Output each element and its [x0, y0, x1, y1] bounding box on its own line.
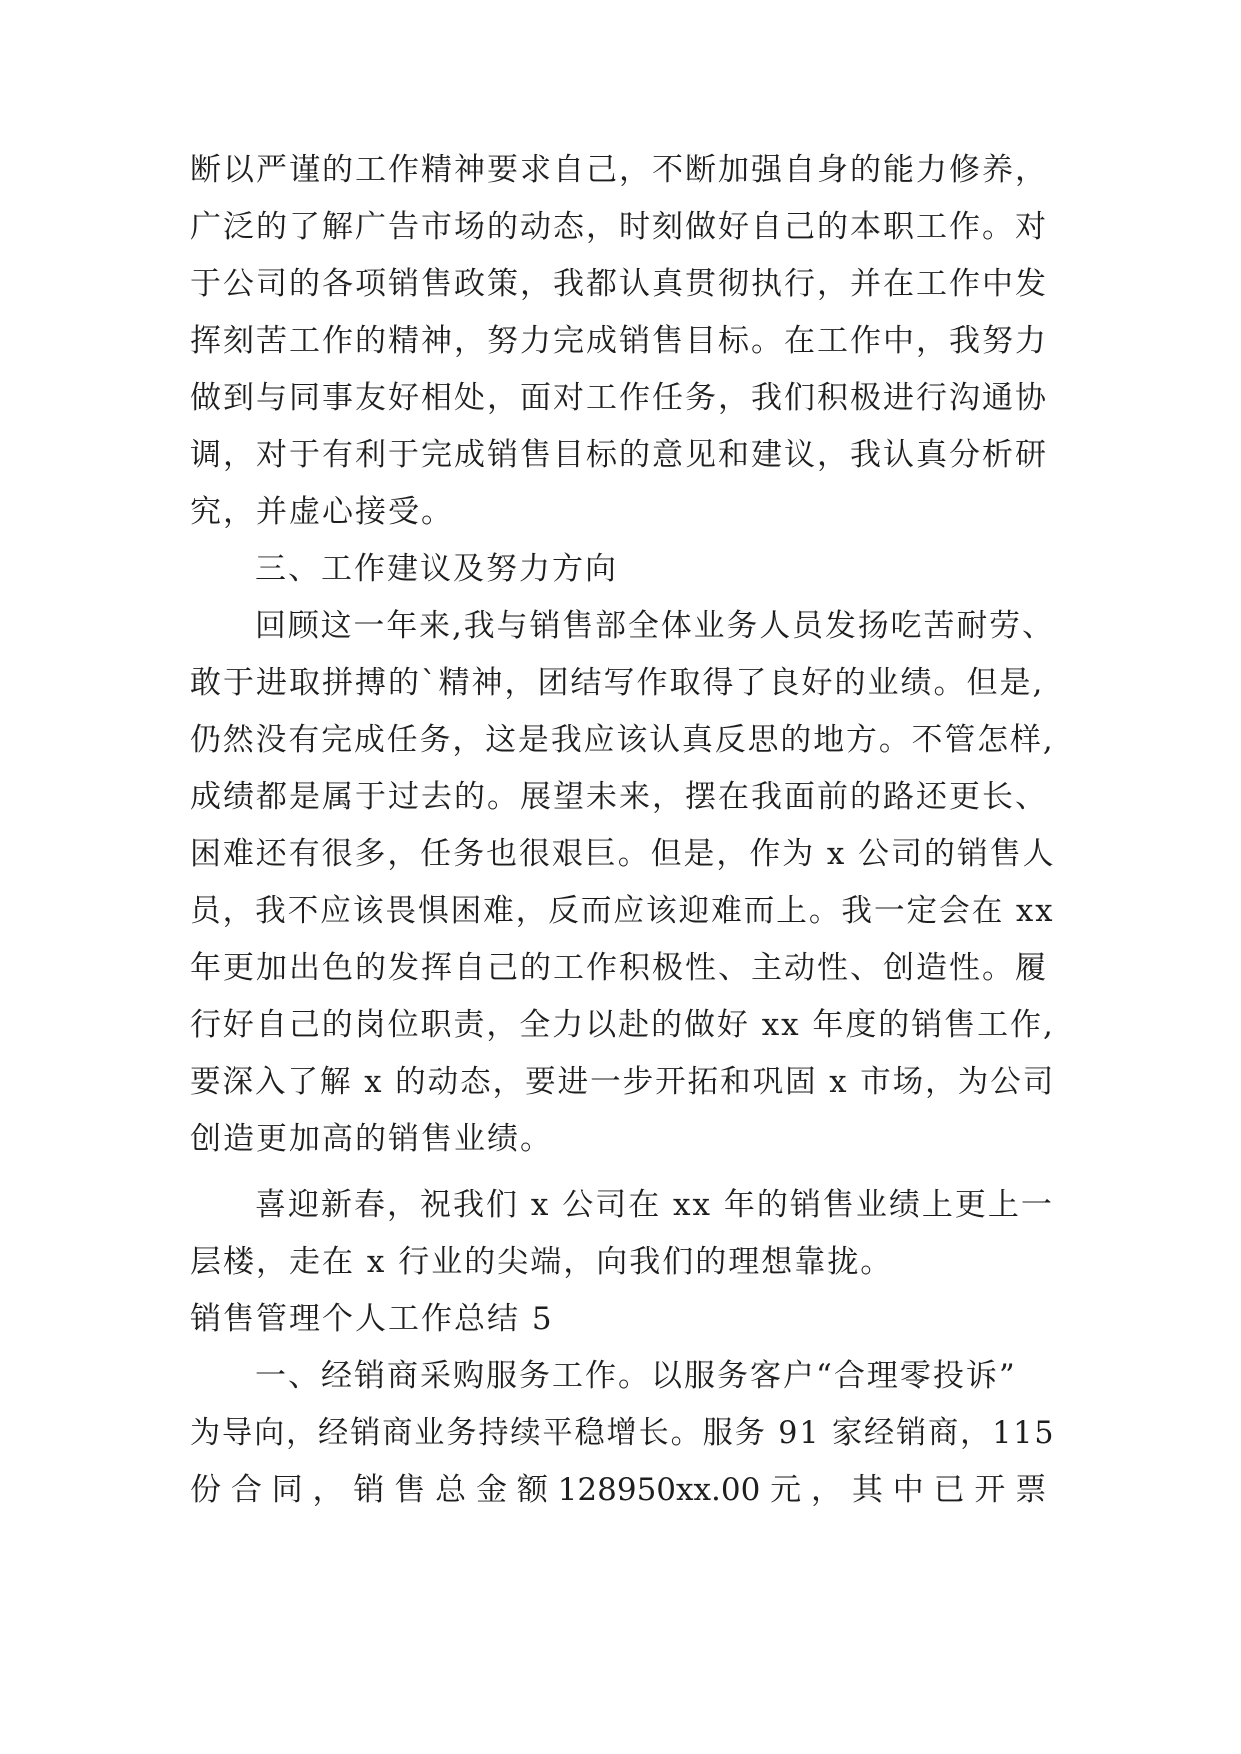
- body-text-line: 创造更加高的销售业绩。: [190, 1121, 553, 1157]
- document-section-title: 销售管理个人工作总结 5: [190, 1301, 554, 1337]
- body-text-line: 喜迎新春，祝我们 x 公司在 xx 年的销售业绩上更上一: [255, 1187, 1054, 1223]
- body-text-line: 份 合 同 ， 销 售 总 金 额 128950xx.00 元 ， 其 中 已 开 票: [190, 1472, 1047, 1508]
- body-text-line: 员，我不应该畏惧困难，反而应该迎难而上。我一定会在 xx: [190, 893, 1055, 929]
- body-text-line: 断以严谨的工作精神要求自己，不断加强自身的能力修养，: [190, 152, 1048, 188]
- body-text-line: 年更加出色的发挥自己的工作积极性、主动性、创造性。履: [190, 950, 1048, 986]
- body-text-line: 成绩都是属于过去的。展望未来，摆在我面前的路还更长、: [190, 779, 1048, 815]
- body-text-line: 回顾这一年来,我与销售部全体业务人员发扬吃苦耐劳、: [255, 608, 1055, 644]
- body-text-line: 仍然没有完成任务，这是我应该认真反思的地方。不管怎样,: [190, 722, 1055, 758]
- body-text-line: 究，并虚心接受。: [190, 494, 454, 530]
- body-text-line: 调，对于有利于完成销售目标的意见和建议，我认真分析研: [190, 437, 1048, 473]
- section-heading: 三、工作建议及努力方向: [255, 551, 618, 587]
- body-text-line: 行好自己的岗位职责，全力以赴的做好 xx 年度的销售工作,: [190, 1007, 1055, 1043]
- body-text-line: 广泛的了解广告市场的动态，时刻做好自己的本职工作。对: [190, 209, 1048, 245]
- body-text-line: 一、经销商采购服务工作。以服务客户“合理零投诉”: [255, 1358, 1017, 1394]
- body-text-line: 于公司的各项销售政策，我都认真贯彻执行，并在工作中发: [190, 266, 1048, 302]
- body-text-line: 困难还有很多，任务也很艰巨。但是，作为 x 公司的销售人: [190, 836, 1056, 872]
- body-text-line: 做到与同事友好相处，面对工作任务，我们积极进行沟通协: [190, 380, 1048, 416]
- body-text-line: 敢于进取拼搏的`精神，团结写作取得了良好的业绩。但是,: [190, 665, 1045, 701]
- body-text-line: 层楼，走在 x 行业的尖端，向我们的理想靠拢。: [190, 1244, 894, 1280]
- body-text-line: 为导向，经销商业务持续平稳增长。服务 91 家经销商，115: [190, 1415, 1056, 1451]
- body-text-line: 挥刻苦工作的精神，努力完成销售目标。在工作中，我努力: [190, 323, 1048, 359]
- body-text-line: 要深入了解 x 的动态，要进一步开拓和巩固 x 市场，为公司: [190, 1064, 1056, 1100]
